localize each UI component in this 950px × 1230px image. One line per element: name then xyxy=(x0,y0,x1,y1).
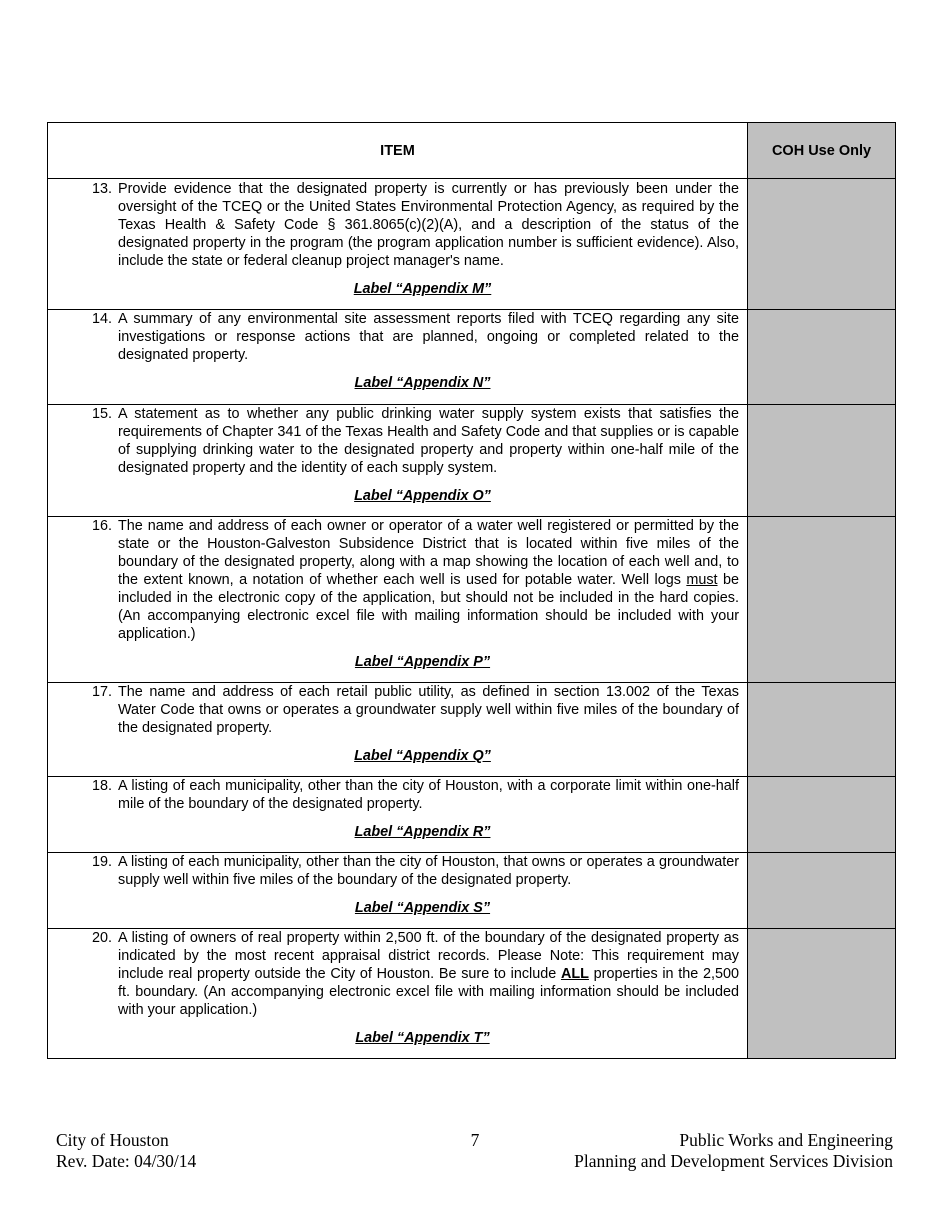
item-number: 18. xyxy=(91,778,112,794)
item-number: 16. xyxy=(91,518,112,534)
item-number: 20. xyxy=(91,930,112,946)
appendix-label: Label “Appendix R” xyxy=(354,824,491,840)
coh-use-cell xyxy=(748,683,896,777)
coh-use-cell xyxy=(748,310,896,405)
coh-use-cell xyxy=(748,777,896,853)
item-cell xyxy=(48,517,748,683)
coh-use-cell xyxy=(748,517,896,683)
table-row-item-14 xyxy=(48,310,896,405)
item-text-part: The name and address of each owner or operator of a water well registered or permitted by the state or the Houston-Galveston Subsidence District that is located within five miles of the boundary of the designated property, along with a map showing the location of each well and, to the extent known, a notation of whether each well is used for potable water. Well logs xyxy=(118,518,739,588)
item-cell xyxy=(48,853,748,929)
table-row-item-16 xyxy=(48,517,896,683)
coh-use-cell xyxy=(748,929,896,1059)
item-number: 17. xyxy=(91,684,112,700)
item-text-part: be included in the electronic copy of the application, but should not be included in the hard copies. (An accompanying electronic excel file with mailing information should be included with your application.) xyxy=(118,572,739,642)
item-cell xyxy=(48,179,748,310)
item-text xyxy=(118,517,739,643)
appendix-label: Label “Appendix S” xyxy=(354,900,491,916)
item-cell xyxy=(48,929,748,1059)
table-row-item-15 xyxy=(48,405,896,517)
appendix-label: Label “Appendix T” xyxy=(355,1030,490,1046)
item-number: 15. xyxy=(91,406,112,422)
item-text: Provide evidence that the designated property is currently or has previously been under the oversight of the TCEQ or the United States Environmental Protection Agency, as required by the Texas Health & Safety Code § 361.8065(c)(2)(A), and a description of the status of the designated property in the program (the program application number is sufficient evidence). Also, include the state or federal cleanup project manager's name. xyxy=(118,181,739,269)
footer-org: City of Houston xyxy=(56,1130,169,1150)
item-number: 19. xyxy=(91,854,112,870)
item-cell xyxy=(48,310,748,405)
footer-rev-date: Rev. Date: 04/30/14 xyxy=(56,1151,197,1171)
appendix-label: Label “Appendix Q” xyxy=(354,748,491,764)
appendix-label: Label “Appendix O” xyxy=(354,488,491,504)
item-text: A listing of each municipality, other than the city of Houston, that owns or operates a groundwater supply well within five miles of the boundary of the designated property. xyxy=(118,854,739,888)
coh-use-cell xyxy=(748,405,896,517)
table-row-item-19 xyxy=(48,853,896,929)
table-row-item-20 xyxy=(48,929,896,1059)
item-number: 13. xyxy=(91,181,112,197)
appendix-label: Label “Appendix M” xyxy=(353,281,492,297)
item-text: A statement as to whether any public drinking water supply system exists that satisfies the requirements of Chapter 341 of the Texas Health and Safety Code and that supplies or is capable of supplying drinking water to the designated property and property within one-half mile of the designated property and the identity of each supply system. xyxy=(118,406,739,476)
table-header-row xyxy=(48,123,896,179)
item-number: 14. xyxy=(91,311,112,327)
item-text-part: A listing of owners of real property within 2,500 ft. of the boundary of the designated property as indicated by the most recent appraisal district records. Please Note: This requirement may include real property outside the City of Houston. Be sure to include xyxy=(118,930,739,982)
coh-use-cell xyxy=(748,853,896,929)
footer-department: Public Works and Engineering xyxy=(679,1130,893,1150)
item-cell xyxy=(48,405,748,517)
item-text: A listing of each municipality, other than the city of Houston, with a corporate limit within one-half mile of the boundary of the designated property. xyxy=(118,778,739,812)
appendix-label: Label “Appendix N” xyxy=(354,375,491,391)
item-cell xyxy=(48,777,748,853)
items-table xyxy=(47,122,896,1059)
table-row-item-17 xyxy=(48,683,896,777)
coh-use-only-column-header: COH Use Only xyxy=(748,123,896,179)
footer-page-number: 7 xyxy=(470,1130,480,1150)
appendix-label: Label “Appendix P” xyxy=(354,654,491,670)
coh-use-cell xyxy=(748,179,896,310)
item-column-header: ITEM xyxy=(48,123,748,179)
footer-right xyxy=(574,1130,893,1172)
item-text-emphasis: must xyxy=(686,572,718,588)
item-text: The name and address of each retail public utility, as defined in section 13.002 of the Texas Water Code that owns or operates a groundwater supply well within five miles of the boundary of the designated property. xyxy=(118,684,739,736)
item-text xyxy=(118,929,739,1019)
footer-division: Planning and Development Services Division xyxy=(574,1151,893,1171)
item-text-part: properties in the 2,500 ft. boundary. (An accompanying electronic excel file with mailing information should be included with your application.) xyxy=(118,966,739,1018)
item-text-emphasis: ALL xyxy=(560,966,589,982)
item-cell xyxy=(48,683,748,777)
table-row-item-18 xyxy=(48,777,896,853)
item-text: A summary of any environmental site assessment reports filed with TCEQ regarding any site investigations or response actions that are planned, ongoing or completed related to the designated property. xyxy=(118,311,739,363)
table-row-item-13 xyxy=(48,179,896,310)
